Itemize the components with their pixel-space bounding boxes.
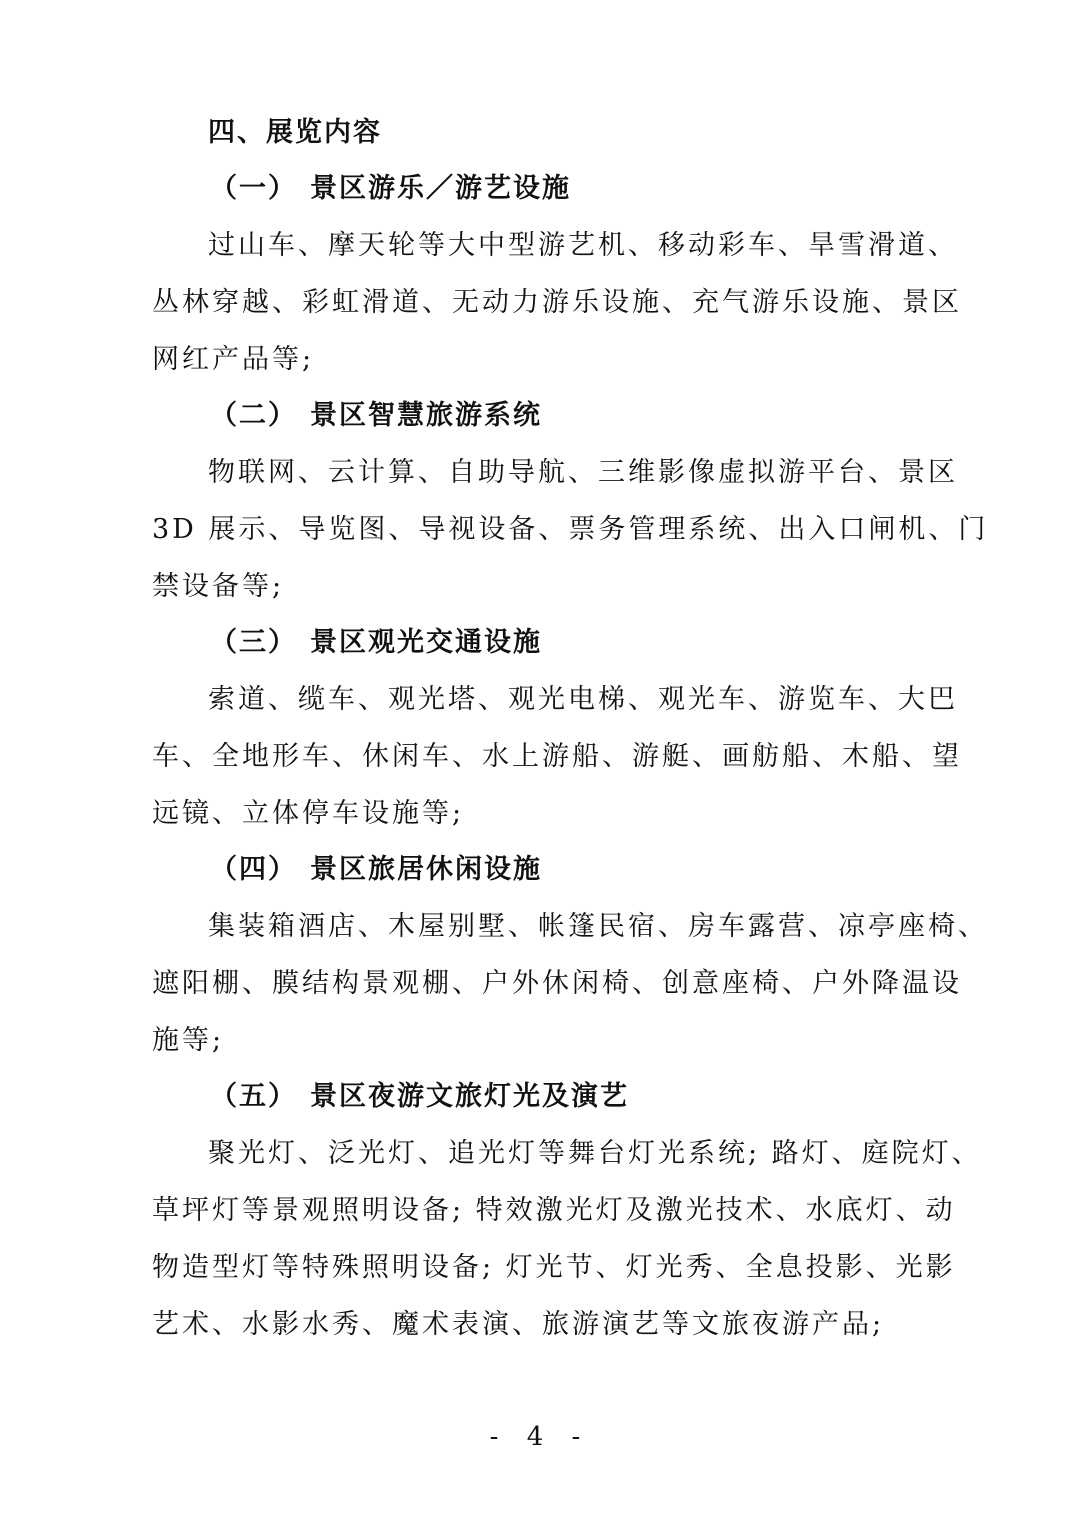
subsection-number: （三） xyxy=(210,627,297,658)
section-title: 四、展览内容 xyxy=(208,117,382,148)
paragraph-line: 丛林穿越、彩虹滑道、无动力游乐设施、充气游乐设施、景区 xyxy=(152,287,962,318)
subsection-title: 景区观光交通设施 xyxy=(310,627,542,658)
subsection-number: （四） xyxy=(210,854,297,885)
paragraph-line: 集装箱酒店、木屋别墅、帐篷民宿、房车露营、凉亭座椅、 xyxy=(208,911,988,942)
subsection-title: 景区夜游文旅灯光及演艺 xyxy=(310,1081,629,1112)
subsection-number: （五） xyxy=(210,1081,297,1112)
paragraph-line: 物造型灯等特殊照明设备; 灯光节、灯光秀、全息投影、光影 xyxy=(152,1252,956,1283)
paragraph-line: 物联网、云计算、自助导航、三维影像虚拟游平台、景区 xyxy=(208,457,958,488)
paragraph-line: 艺术、水影水秀、魔术表演、旅游演艺等文旅夜游产品; xyxy=(152,1309,885,1340)
subsection-number: （一） xyxy=(210,173,297,204)
paragraph-line: 草坪灯等景观照明设备; 特效激光灯及激光技术、水底灯、动 xyxy=(152,1195,956,1226)
paragraph-line: 索道、缆车、观光塔、观光电梯、观光车、游览车、大巴 xyxy=(208,684,958,715)
subsection-title: 景区智慧旅游系统 xyxy=(310,400,542,431)
subsection-heading-5 xyxy=(210,1080,990,1114)
paragraph-line: 远镜、立体停车设施等; xyxy=(152,798,465,829)
subsection-title: 景区游乐／游艺设施 xyxy=(310,173,571,204)
paragraph-line: 3D 展示、导览图、导视设备、票务管理系统、出入口闸机、门 xyxy=(152,514,989,545)
paragraph-line: 聚光灯、泛光灯、追光灯等舞台灯光系统; 路灯、庭院灯、 xyxy=(208,1138,982,1169)
paragraph-line: 施等; xyxy=(152,1025,225,1056)
paragraph-line: 遮阳棚、膜结构景观棚、户外休闲椅、创意座椅、户外降温设 xyxy=(152,968,962,999)
paragraph-line: 网红产品等; xyxy=(152,344,315,375)
subsection-heading-4 xyxy=(210,853,990,887)
paragraph-line: 过山车、摩天轮等大中型游艺机、移动彩车、旱雪滑道、 xyxy=(208,230,958,261)
subsection-heading-2 xyxy=(210,399,990,433)
paragraph-line: 禁设备等; xyxy=(152,571,285,602)
subsection-number: （二） xyxy=(210,400,297,431)
subsection-heading-1 xyxy=(210,172,990,206)
paragraph-line: 车、全地形车、休闲车、水上游船、游艇、画舫船、木船、望 xyxy=(152,741,962,772)
subsection-title: 景区旅居休闲设施 xyxy=(310,854,542,885)
page-number: - 4 - xyxy=(489,1422,591,1452)
subsection-heading-3 xyxy=(210,626,990,660)
